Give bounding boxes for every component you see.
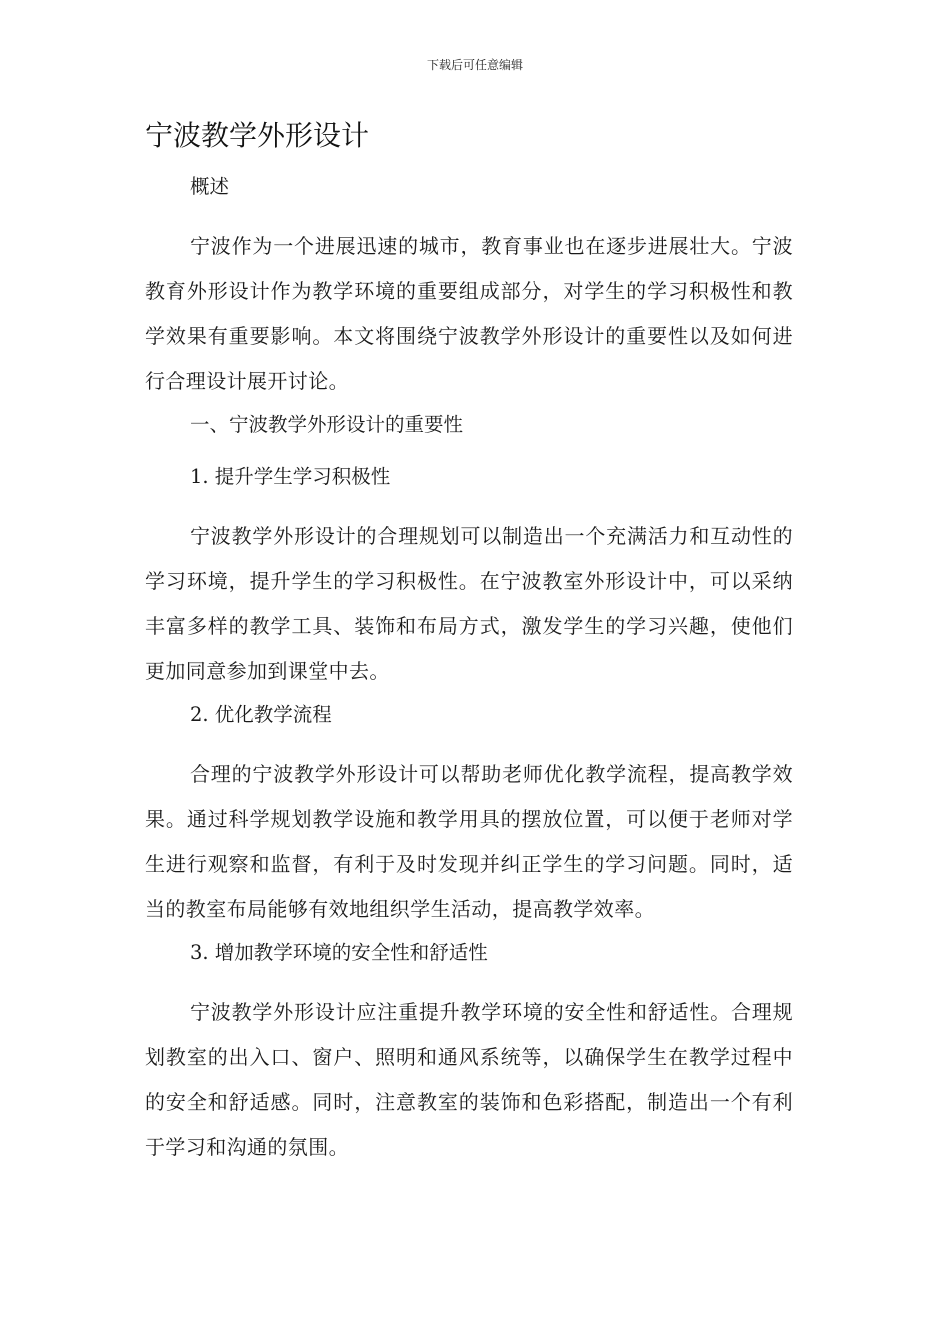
document-title: 宁波教学外形设计: [145, 119, 370, 152]
paragraph: 合理的宁波教学外形设计可以帮助老师优化教学流程，提高教学效果。通过科学规划教学设施和教学用具的摆放位置，可以便于老师对学生进行观察和监督，有利于及时发现并纠正学生的学习问题。同时，适当的教室布局能够有效地组织学生活动，提高教学效率。: [145, 762, 793, 921]
paragraph: 宁波教学外形设计的合理规划可以制造出一个充满活力和互动性的学习环境，提升学生的学习积极性。在宁波教室外形设计中，可以采纳丰富多样的教学工具、装饰和布局方式，激发学生的学习兴趣，使他们更加同意参加到课堂中去。: [145, 524, 793, 683]
subsection-heading: 2. 优化教学流程: [190, 703, 332, 726]
subsection-heading: 1. 提升学生学习积极性: [190, 465, 391, 488]
section-heading: 概述: [190, 175, 230, 198]
paragraph: 宁波作为一个进展迅速的城市，教育事业也在逐步进展壮大。宁波教育外形设计作为教学环境的重要组成部分，对学生的学习积极性和教学效果有重要影响。本文将围绕宁波教学外形设计的重要性以及如何进行合理设计展开讨论。: [145, 234, 793, 393]
section-heading: 一、宁波教学外形设计的重要性: [190, 413, 464, 436]
header-note: 下载后可任意编辑: [426, 58, 523, 72]
document-body: [145, 112, 793, 1176]
paragraph: 宁波教学外形设计应注重提升教学环境的安全性和舒适性。合理规划教室的出入口、窗户、照明和通风系统等，以确保学生在教学过程中的安全和舒适感。同时，注意教室的装饰和色彩搭配，制造出一个有利于学习和沟通的氛围。: [145, 1000, 793, 1159]
subsection-heading: 3. 增加教学环境的安全性和舒适性: [190, 941, 488, 964]
